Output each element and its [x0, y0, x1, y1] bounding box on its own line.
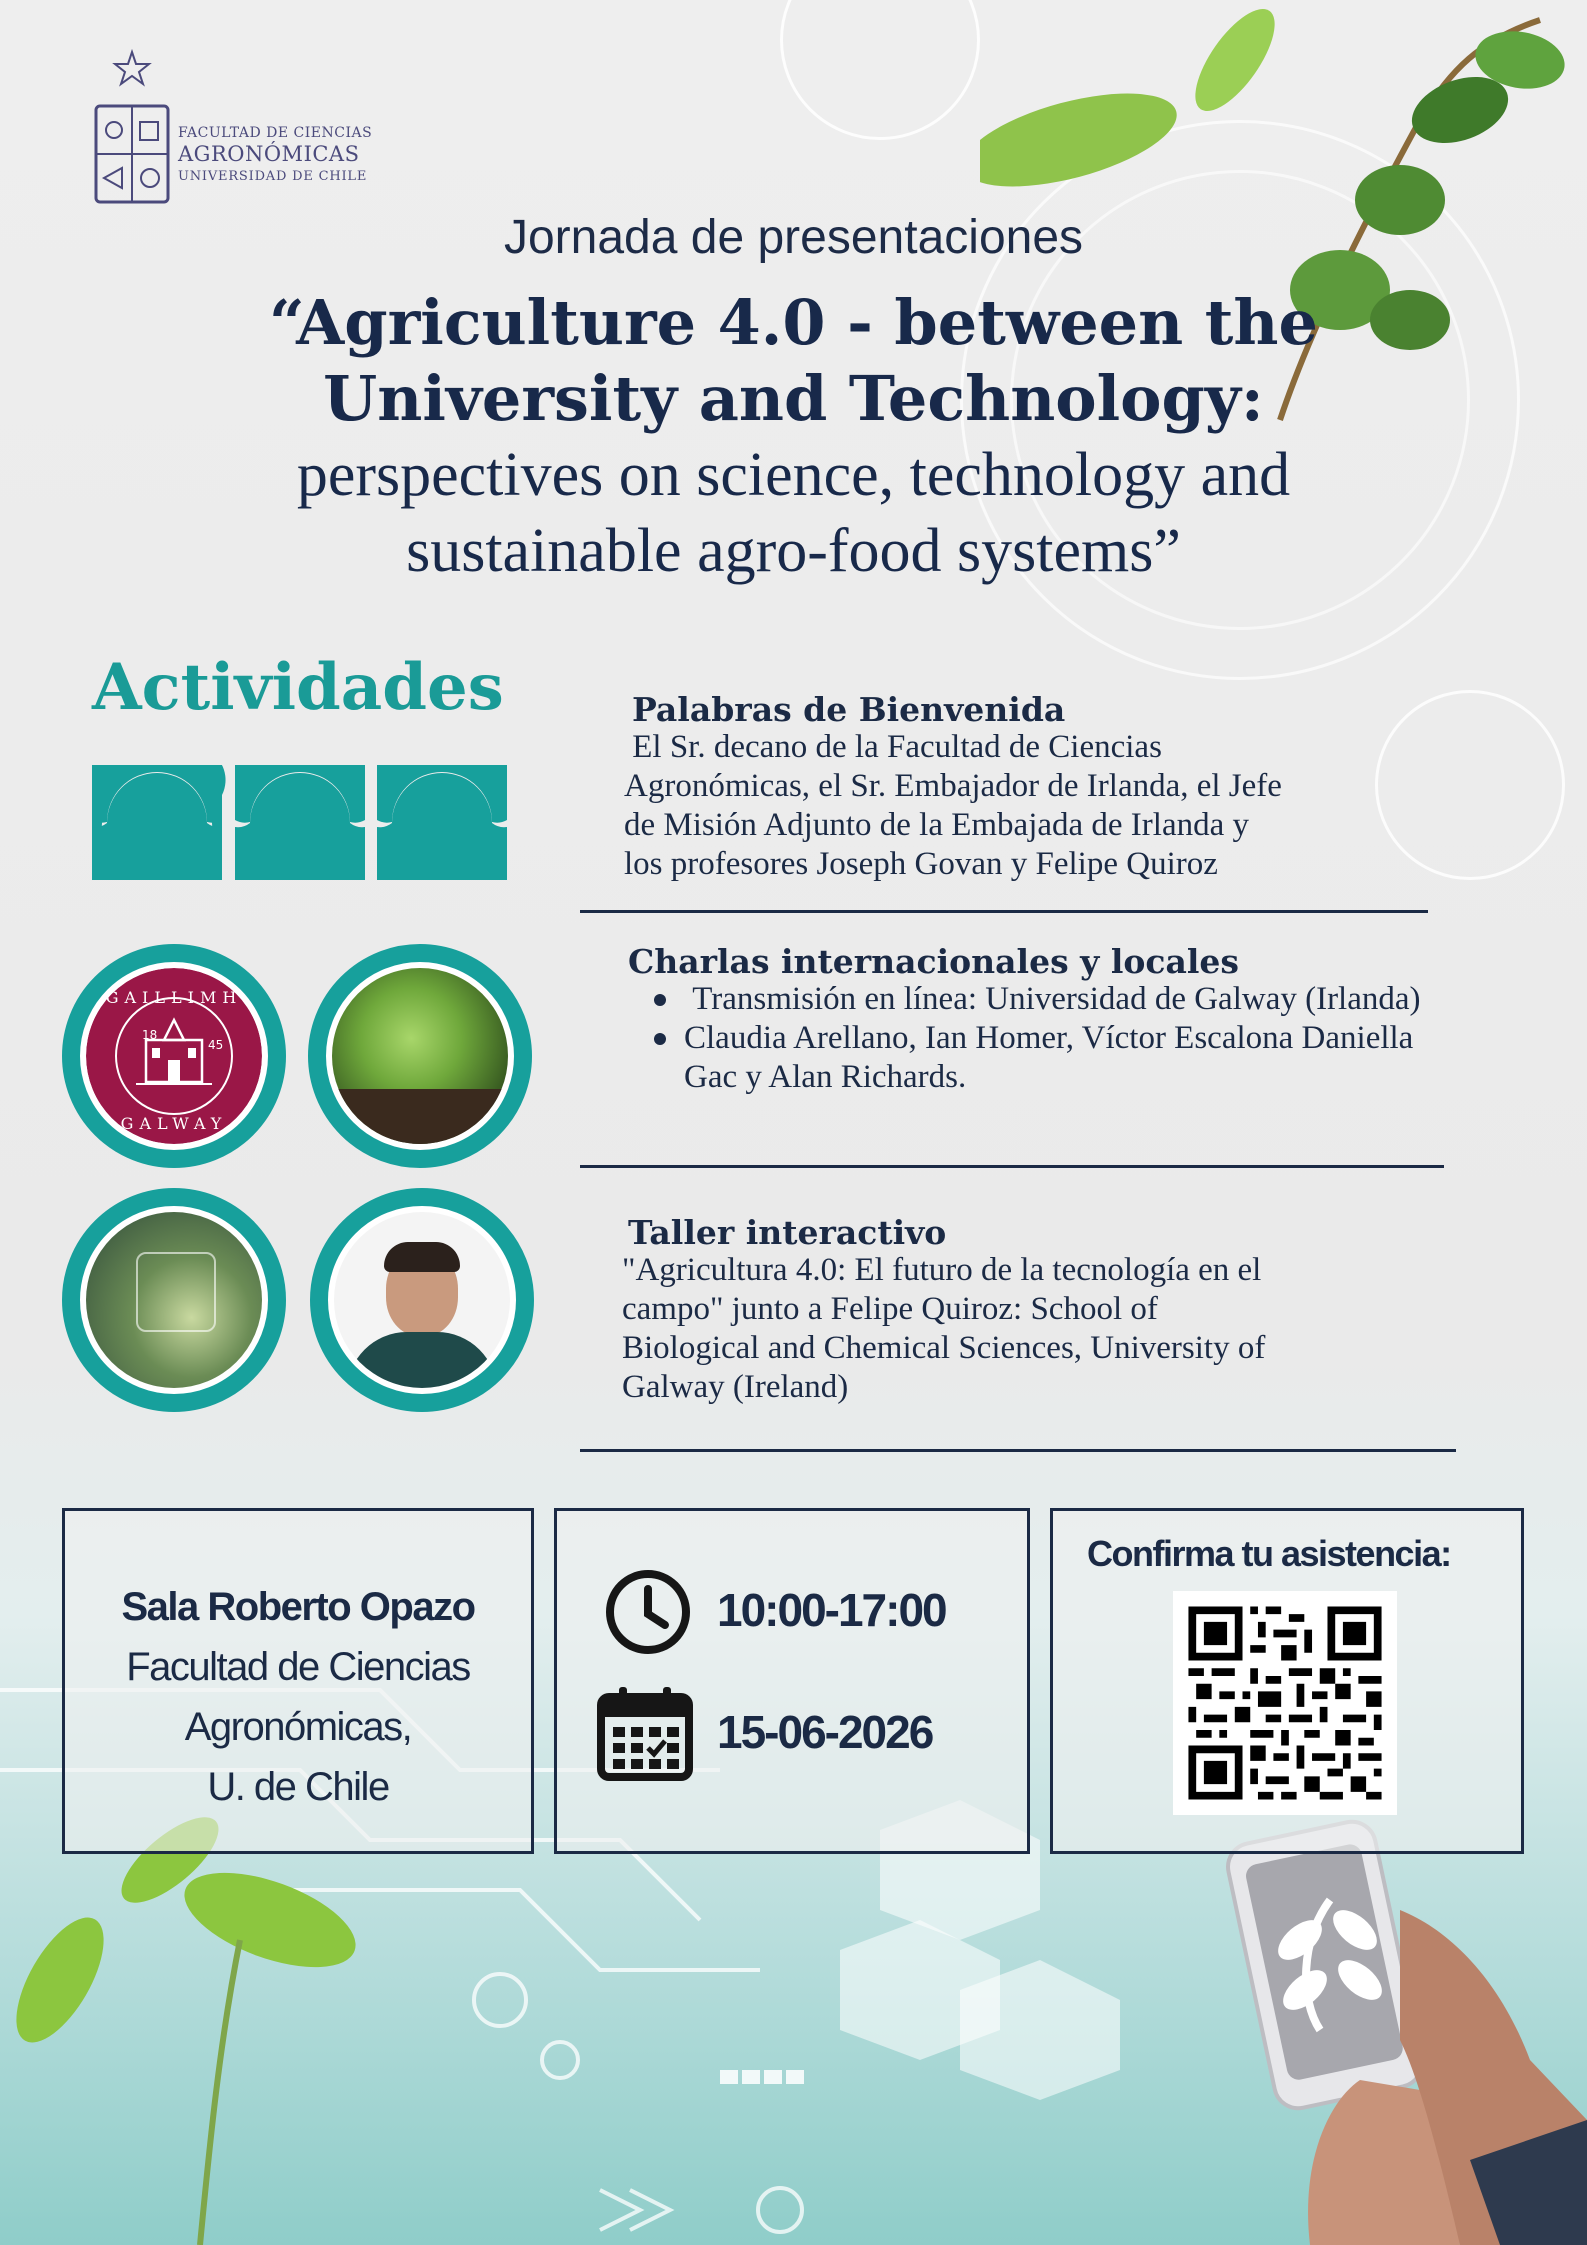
- venue-line: Agronómicas,: [184, 1705, 412, 1749]
- welcome-body: [624, 728, 1444, 884]
- divider: [580, 910, 1428, 913]
- title-normal-line-2: sustainable agro-food systems”: [406, 517, 1181, 585]
- logo-line-1: FACULTAD DE CIENCIAS: [178, 125, 373, 141]
- calendar-icon: [595, 1683, 695, 1783]
- logo-line-3: UNIVERSIDAD DE CHILE: [178, 169, 368, 184]
- galway-seal-circle: [62, 944, 286, 1168]
- qr-code[interactable]: [1173, 1591, 1397, 1815]
- title-bold-line-2: University and Technology:: [323, 362, 1264, 435]
- workshop-title: Taller interactivo: [628, 1213, 947, 1252]
- seal-year-right: 45: [208, 1038, 224, 1052]
- smart-farming-photo: [86, 1212, 262, 1388]
- rsvp-box: [1050, 1508, 1524, 1854]
- event-title-subtitle: [0, 437, 1587, 589]
- divider: [580, 1449, 1456, 1452]
- workshop-line: Biological and Chemical Sciences, University of: [622, 1330, 1266, 1366]
- activities-heading: Actividades: [92, 650, 504, 725]
- teal-pattern-decoration: [92, 765, 507, 880]
- speaker-photo-circle: [310, 1188, 534, 1412]
- welcome-title: Palabras de Bienvenida: [632, 690, 1066, 729]
- divider: [580, 1165, 1444, 1168]
- workshop-line: Galway (Ireland): [622, 1369, 849, 1405]
- speaker-photo: [334, 1212, 510, 1388]
- logo-line-2: AGRONÓMICAS: [178, 142, 360, 166]
- seedling-photo: [332, 968, 508, 1144]
- title-normal-line-1: perspectives on science, technology and: [296, 441, 1291, 509]
- talks-title: Charlas internacionales y locales: [628, 942, 1239, 981]
- welcome-line: de Misión Adjunto de la Embajada de Irlanda y: [624, 807, 1250, 843]
- venue-line: Facultad de Ciencias: [126, 1645, 470, 1689]
- seal-text-bottom: GALWAY: [120, 1114, 228, 1133]
- workshop-line: "Agricultura 4.0: El futuro de la tecnología en el: [622, 1252, 1262, 1288]
- seal-year-left: 18: [142, 1028, 158, 1042]
- talks-item: Claudia Arellano, Ian Homer, Víctor Escalona Daniella Gac y Alan Richards.: [646, 1019, 1436, 1097]
- seal-text-top: GAILLIMH: [105, 988, 243, 1007]
- clock-icon: [603, 1567, 693, 1657]
- venue-name: Sala Roberto Opazo: [121, 1585, 475, 1629]
- crest-logo: [92, 48, 172, 208]
- workshop-line: campo" junto a Felipe Quiroz: School of: [622, 1291, 1158, 1327]
- event-time: 10:00-17:00: [717, 1584, 946, 1636]
- decorative-ring: [780, 0, 980, 140]
- rsvp-label: Confirma tu asistencia:: [1087, 1533, 1451, 1574]
- talks-list: [646, 980, 1436, 1097]
- smart-farming-photo-circle: [62, 1188, 286, 1412]
- venue-line: U. de Chile: [207, 1765, 389, 1809]
- welcome-line: los profesores Joseph Govan y Felipe Quiroz: [624, 846, 1218, 882]
- title-bold-line-1: “Agriculture 4.0 - between the: [269, 286, 1318, 359]
- venue-box: [62, 1508, 534, 1854]
- welcome-line: El Sr. decano de la Facultad de Ciencias: [624, 729, 1162, 765]
- event-type: Jornada de presentaciones: [503, 211, 1084, 264]
- event-date: 15-06-2026: [717, 1706, 933, 1758]
- talks-item: Transmisión en línea: Universidad de Galway (Irlanda): [646, 980, 1436, 1019]
- seedling-photo-circle: [308, 944, 532, 1168]
- schedule-box: [554, 1508, 1030, 1854]
- event-title-bold: [0, 285, 1587, 437]
- welcome-line: Agronómicas, el Sr. Embajador de Irlanda, el Jefe: [624, 768, 1282, 804]
- faculty-logo: [92, 48, 382, 208]
- workshop-body: [622, 1251, 1452, 1407]
